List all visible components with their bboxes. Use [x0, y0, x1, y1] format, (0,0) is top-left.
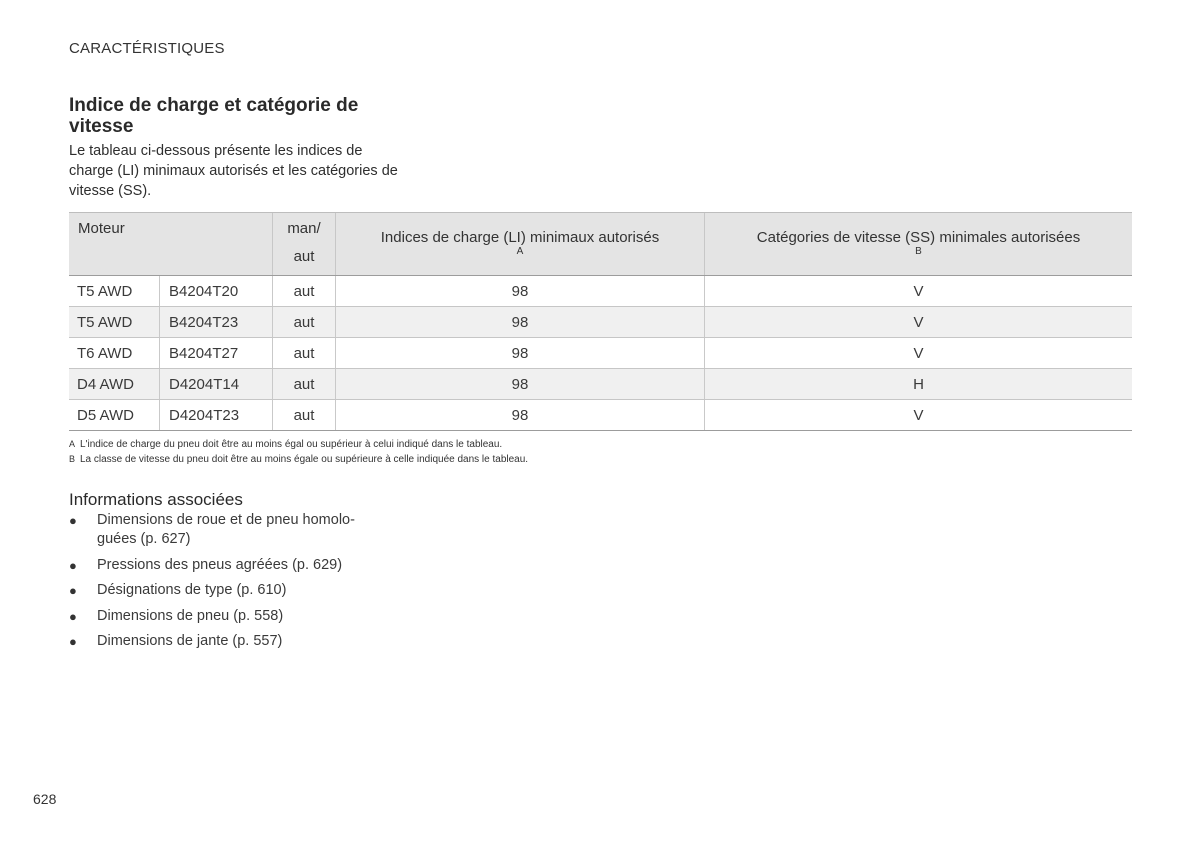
- list-item[interactable]: [69, 632, 389, 651]
- cell-transmission: aut: [273, 307, 336, 338]
- col-header-motor: [69, 213, 273, 276]
- table-row: [69, 369, 1132, 400]
- col-header-load-index-wrap: [336, 213, 704, 264]
- cell-engine-code: D4204T14: [160, 369, 273, 400]
- col-header-load-index-label: Indices de charge (LI) minimaux autorisés: [380, 229, 660, 246]
- cell-speed-category: H: [705, 369, 1133, 400]
- related-link[interactable]: Dimensions de pneu (p. 558): [97, 607, 284, 624]
- related-info-heading: Informations associées: [69, 490, 243, 509]
- list-item[interactable]: [69, 607, 389, 626]
- cell-load-index: 98: [336, 400, 705, 431]
- footnote-text: La classe de vitesse du pneu doit être au moins égale ou supérieure à celle indiquée dans le tableau.: [80, 454, 529, 465]
- bullet-icon: ●: [69, 634, 77, 649]
- col-header-trans-line2: aut: [293, 248, 315, 265]
- col-header-speed-category-label: Catégories de vitesse (SS) minimales autorisées: [756, 229, 1081, 246]
- footnote-mark: B: [69, 454, 76, 464]
- footnote-ref-a: A: [516, 246, 524, 257]
- cell-engine: D4 AWD: [69, 369, 160, 400]
- cell-engine-code: B4204T27: [160, 338, 273, 369]
- related-link[interactable]: Dimensions de roue et de pneu homolo-guées (p. 627): [97, 512, 355, 547]
- page-number: 628: [33, 791, 57, 807]
- table-row: [69, 307, 1132, 338]
- cell-engine: T5 AWD: [69, 307, 160, 338]
- related-link[interactable]: Dimensions de jante (p. 557): [97, 633, 283, 649]
- bullet-icon: ●: [69, 513, 77, 528]
- cell-speed-category: V: [705, 338, 1133, 369]
- cell-engine: T6 AWD: [69, 338, 160, 369]
- related-link[interactable]: Pressions des pneus agréées (p. 629): [97, 556, 343, 573]
- cell-transmission: aut: [273, 369, 336, 400]
- list-item[interactable]: [69, 556, 389, 575]
- cell-engine: D5 AWD: [69, 400, 160, 431]
- list-item[interactable]: [69, 511, 389, 549]
- col-header-transmission: [273, 213, 336, 276]
- cell-engine: T5 AWD: [69, 276, 160, 307]
- col-header-trans-line1: man/: [287, 220, 321, 237]
- col-header-speed-category-wrap: [705, 213, 1132, 264]
- intro-paragraph: Le tableau ci-dessous présente les indices de charge (LI) minimaux autorisés et les catégories de vitesse (SS).: [69, 143, 398, 199]
- load-speed-table: [69, 212, 1132, 431]
- cell-speed-category: V: [705, 276, 1133, 307]
- cell-load-index: 98: [336, 369, 705, 400]
- footnote-mark: A: [69, 439, 76, 449]
- table-row: [69, 400, 1132, 431]
- bullet-icon: ●: [69, 557, 77, 573]
- cell-transmission: aut: [273, 276, 336, 307]
- cell-load-index: 98: [336, 276, 705, 307]
- col-header-motor-label: Moteur: [78, 220, 125, 237]
- footnote-a: [69, 437, 769, 452]
- footnote-text: L'indice de charge du pneu doit être au moins égal ou supérieur à celui indiqué dans le tableau.: [80, 439, 503, 450]
- cell-speed-category: V: [705, 307, 1133, 338]
- cell-engine-code: D4204T23: [160, 400, 273, 431]
- list-item[interactable]: [69, 581, 389, 600]
- cell-load-index: 98: [336, 338, 705, 369]
- section-header: CARACTÉRISTIQUES: [69, 40, 225, 57]
- cell-engine-code: B4204T20: [160, 276, 273, 307]
- footnote-b: [69, 452, 769, 467]
- bullet-icon: ●: [69, 608, 77, 624]
- table-footnotes: [69, 437, 769, 467]
- cell-transmission: aut: [273, 400, 336, 431]
- cell-load-index: 98: [336, 307, 705, 338]
- bullet-icon: ●: [69, 583, 77, 598]
- table-row: [69, 338, 1132, 369]
- related-link[interactable]: Désignations de type (p. 610): [97, 582, 287, 598]
- col-header-load-index: [336, 213, 705, 276]
- cell-transmission: aut: [273, 338, 336, 369]
- table-header-row: [69, 213, 1132, 276]
- footnote-ref-b: B: [915, 246, 922, 257]
- table-row: [69, 276, 1132, 307]
- cell-speed-category: V: [705, 400, 1133, 431]
- col-header-speed-category: [705, 213, 1133, 276]
- related-info-list: [69, 511, 389, 658]
- cell-engine-code: B4204T23: [160, 307, 273, 338]
- page-title: Indice de charge et catégorie de vitesse: [69, 95, 359, 137]
